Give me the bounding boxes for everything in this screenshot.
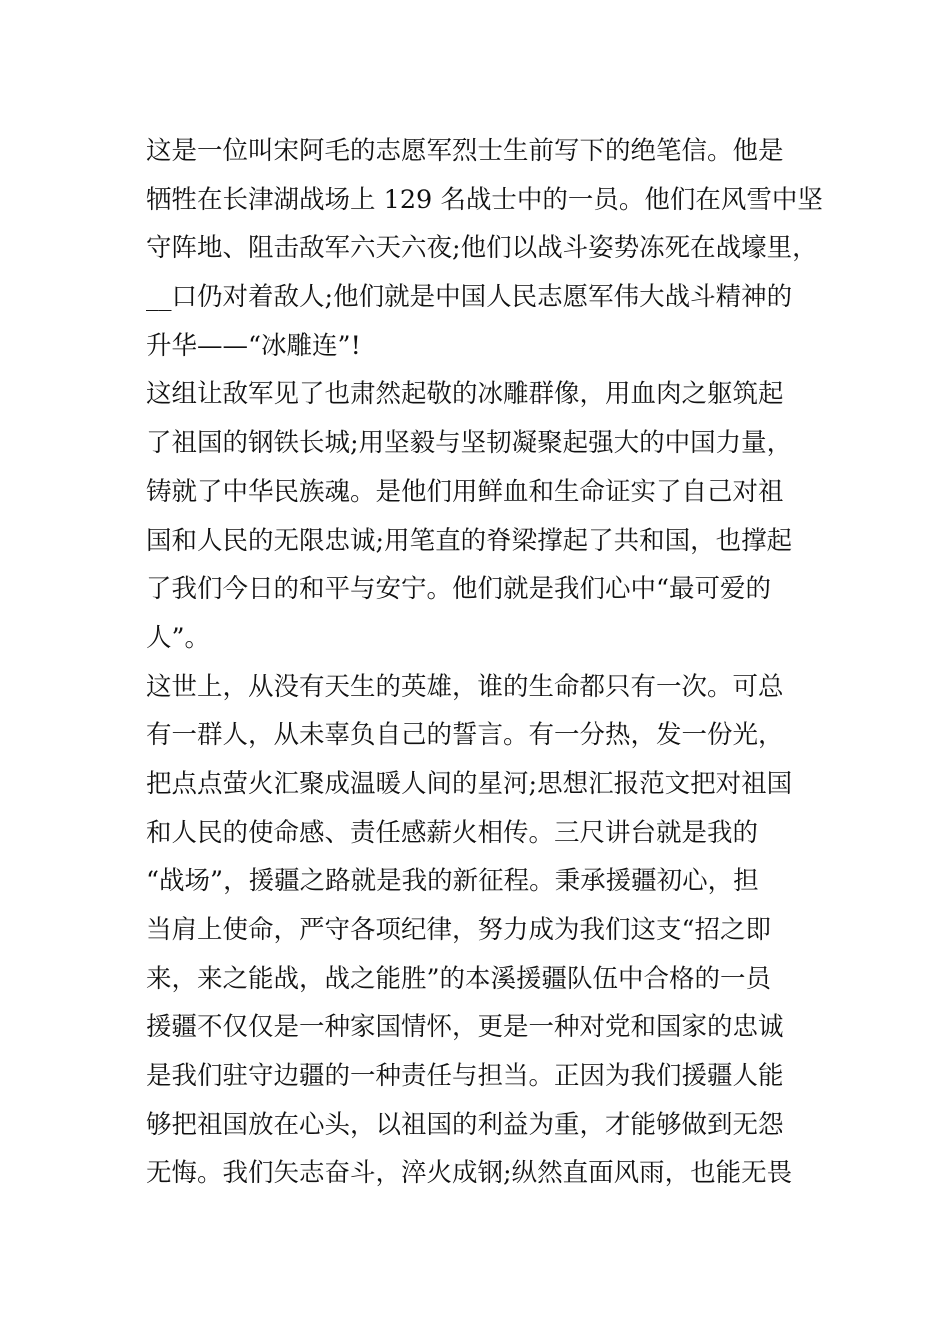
text-line: 守阵地、阻击敌军六天六夜;他们以战斗姿势冻死在战壕里， [146, 233, 818, 264]
text-line: 了祖国的钢铁长城;用坚毅与坚韧凝聚起强大的中国力量， [146, 428, 793, 459]
text-line: 来，来之能战，战之能胜”的本溪援疆队伍中合格的一员 [146, 963, 772, 994]
text-line: 铸就了中华民族魂。是他们用鲜血和生命证实了自己对祖 [146, 476, 784, 507]
text-line: 把点点萤火汇聚成温暖人间的星河;思想汇报范文把对祖国 [146, 768, 793, 799]
text-line: 和人民的使命感、责任感薪火相传。三尺讲台就是我的 [146, 817, 759, 848]
text-line: 这是一位叫宋阿毛的志愿军烈士生前写下的绝笔信。他是 [146, 136, 784, 166]
text-line: 无悔。我们矢志奋斗，淬火成钢;纵然直面风雨，也能无畏 [146, 1158, 793, 1189]
text-line: 当肩上使命，严守各项纪律，努力成为我们这支“招之即 [146, 915, 772, 945]
text-line: 这世上，从没有天生的英雄，谁的生命都只有一次。可总 [146, 671, 784, 702]
text-line: 了我们今日的和平与安宁。他们就是我们心中“最可爱的 [146, 574, 772, 605]
text-line: 援疆不仅仅是一种家国情怀，更是一种对党和国家的忠诚 [146, 1012, 784, 1043]
text-line: 国和人民的无限忠诚;用笔直的脊梁撑起了共和国，也撑起 [146, 525, 793, 556]
text-line: “战场”，援疆之路就是我的新征程。秉承援疆初心，担 [146, 866, 759, 897]
text-line: 升华——“冰雕连”! [146, 330, 361, 361]
text-line: 牺牲在长津湖战场上 129 名战士中的一员。他们在风雪中坚 [146, 184, 823, 215]
body-text [146, 127, 826, 1198]
text-line: 人”。 [146, 622, 211, 653]
text-line: 有一群人，从未辜负自己的誓言。有一分热，发一份光， [146, 720, 784, 751]
text-line: 这组让敌军见了也肃然起敬的冰雕群像，用血肉之躯筑起 [146, 379, 784, 410]
text-line: __口仍对着敌人;他们就是中国人民志愿军伟大战斗精神的 [146, 282, 793, 313]
text-line: 够把祖国放在心头，以祖国的利益为重，才能够做到无怨 [146, 1109, 784, 1140]
text-line: 是我们驻守边疆的一种责任与担当。正因为我们援疆人能 [146, 1061, 784, 1092]
